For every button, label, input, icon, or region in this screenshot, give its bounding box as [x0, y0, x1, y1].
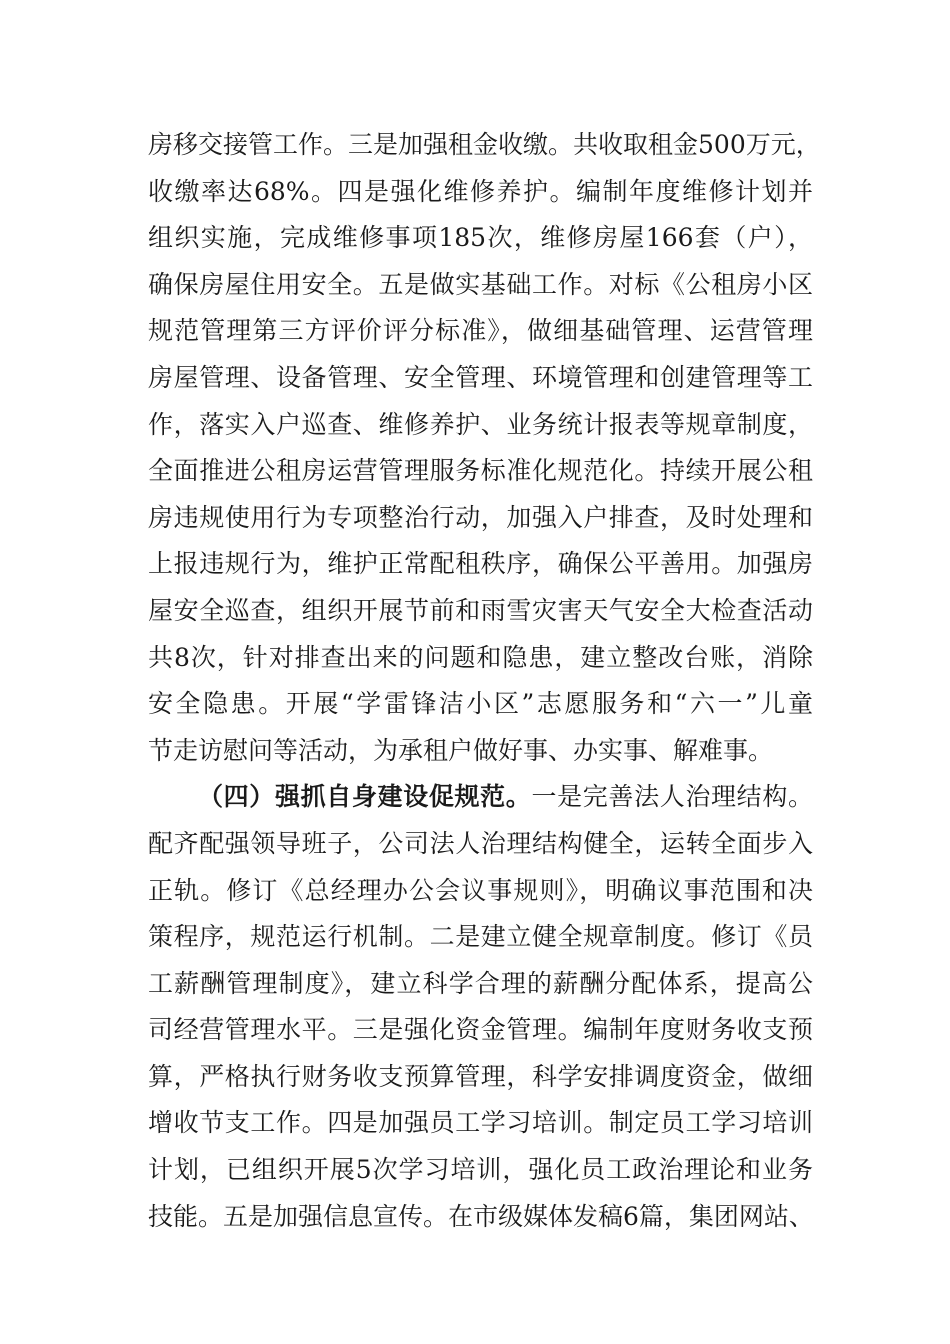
body-line: 作，落实入户巡查、维修养护、业务统计报表等规章制度， — [148, 409, 813, 439]
section-4-line: 策程序，规范运行机制。二是建立健全规章制度。修订《员 — [148, 922, 813, 952]
section-4-heading: （四）强抓自身建设促规范。 — [198, 782, 532, 812]
section-4-line: 正轨。修订《总经理办公会议事规则》，明确议事范围和决 — [148, 875, 813, 905]
section-4-line: 技能。五是加强信息宣传。在市级媒体发稿6篇，集团网站、 — [148, 1201, 814, 1231]
body-line: 共8次，针对排查出来的问题和隐患，建立整改台账，消除 — [148, 642, 813, 672]
body-line: 房违规使用行为专项整治行动，加强入户排查，及时处理和 — [148, 502, 813, 532]
section-4-line: 增收节支工作。四是加强员工学习培训。制定员工学习培训 — [148, 1108, 813, 1138]
section-4-line: 司经营管理水平。三是强化资金管理。编制年度财务收支预 — [148, 1015, 813, 1045]
body-line: 节走访慰问等活动，为承租户做好事、办实事、解难事。 — [148, 735, 774, 765]
document-body — [148, 122, 821, 1240]
body-line: 安全隐患。开展“学雷锋洁小区”志愿服务和“六一”儿童 — [148, 689, 813, 719]
body-line: 房屋管理、设备管理、安全管理、环境管理和创建管理等工 — [148, 362, 813, 392]
section-4-line: 计划，已组织开展5次学习培训，强化员工政治理论和业务 — [148, 1155, 813, 1185]
body-line: 收缴率达68%。四是强化维修养护。编制年度维修计划并 — [148, 176, 813, 206]
body-line: 规范管理第三方评价评分标准》，做细基础管理、运营管理 — [148, 316, 813, 346]
body-line: 房移交接管工作。三是加强租金收缴。共收取租金500万元， — [148, 130, 821, 159]
section-4-line: 配齐配强领导班子，公司法人治理结构健全，运转全面步入 — [148, 828, 813, 858]
section-4-first-line — [148, 774, 813, 821]
body-line: 确保房屋住用安全。五是做实基础工作。对标《公租房小区 — [148, 269, 813, 299]
body-line: 组织实施，完成维修事项185次，维修房屋166套（户）， — [148, 223, 813, 253]
section-4-line: 工薪酬管理制度》，建立科学合理的薪酬分配体系，提高公 — [148, 968, 813, 998]
section-4-first-line-text: 一是完善法人治理结构。 — [531, 782, 813, 812]
body-line: 屋安全巡查，组织开展节前和雨雪灾害天气安全大检查活动 — [148, 595, 813, 625]
body-line: 全面推进公租房运营管理服务标准化规范化。持续开展公租 — [148, 456, 813, 486]
section-4-line: 算，严格执行财务收支预算管理，科学安排调度资金，做细 — [148, 1061, 813, 1091]
body-line: 上报违规行为，维护正常配租秩序，确保公平善用。加强房 — [148, 549, 813, 579]
